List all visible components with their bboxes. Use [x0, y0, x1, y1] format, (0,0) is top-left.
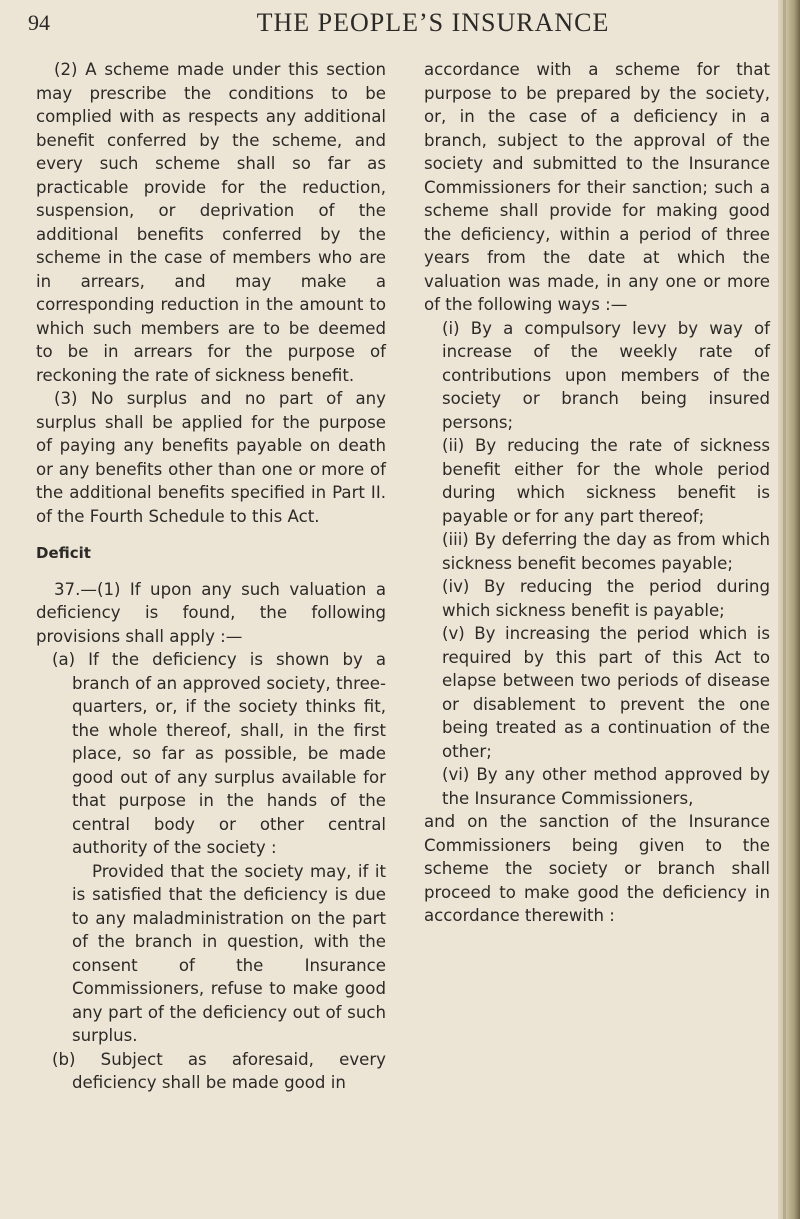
clause-a: (a) If the deficiency is shown by a branch of an approved society, three-quarters, or, if the society thinks fit, the whole thereof, shall, in the first place, so far as possible, be made good out of any surplus available for that purpose in the hands of the central body or other central authority of the society : [52, 650, 386, 857]
closing-text: and on the sanction of the Insurance Commissioners being given to the scheme the society or branch shall proceed to make good the deficiency in accordance therewith : [424, 812, 770, 925]
page-edge-line [783, 0, 786, 1219]
item-iii: (iii) By deferring the day as from which sickness benefit becomes payable; [442, 530, 770, 573]
item-ii: (ii) By reducing the rate of sickness benefit either for the whole period during which sickness benefit is payable or for any part thereof; [442, 436, 770, 526]
clause-b: (b) Subject as aforesaid, every deficiency shall be made good in [52, 1049, 386, 1092]
marginal-note-deficit: Deficit [36, 544, 91, 562]
continuation-text: accordance with a scheme for that purpose to be prepared by the society, or, in the case of a deficiency in a branch, subject to the approval of the society and submitted to the Insurance Commissioners for their sanction; such a scheme shall provide for making good the deficiency, within a period of three years from the date at which the valuation was made, in any one or more of the following ways :— [424, 60, 770, 314]
item-vi: (vi) By any other method approved by the Insurance Commissioners, [442, 765, 770, 808]
section-37: 37.—(1) If upon any such valuation a deficiency is found, the following provisions shall apply :— [36, 579, 386, 646]
page-number: 94 [28, 10, 50, 35]
left-column [36, 58, 386, 1095]
proviso: Provided that the society may, if it is satisfied that the deficiency is due to any maladministration on the part of the branch in question, with the consent of the Insurance Commissioners, refuse to make good any part of the deficiency out of such surplus. [72, 861, 386, 1045]
paragraph-3: (3) No surplus and no part of any surplus shall be applied for the purpose of paying any benefits payable on death or any benefits other than one or more of the additional benefits specified in Part II. of the Fourth Schedule to this Act. [36, 389, 386, 526]
right-column [424, 58, 770, 928]
item-v: (v) By increasing the period which is required by this part of this Act to elapse between two periods of disease or disablement to prevent the one being treated as a continuation of the other; [442, 624, 770, 761]
page-header [28, 4, 768, 40]
paragraph-2: (2) A scheme made under this section may prescribe the conditions to be complied with as respects any additional benefit conferred by the scheme, and every such scheme shall so far as practicable provide for the reduction, suspension, or deprivation of the additional benefits conferred by the scheme in the case of members who are in arrears, and may make a corresponding reduction in the amount to which such members are to be deemed to be in arrears for the purpose of reckoning the rate of sickness benefit. [36, 60, 386, 385]
running-head: THE PEOPLE’S INSURANCE [256, 8, 610, 37]
item-i: (i) By a compulsory levy by way of increase of the weekly rate of contributions upon members of the society or branch being insured persons; [442, 318, 770, 432]
page-edge-shadow [778, 0, 800, 1219]
item-iv: (iv) By reducing the period during which sickness benefit is payable; [442, 577, 770, 620]
